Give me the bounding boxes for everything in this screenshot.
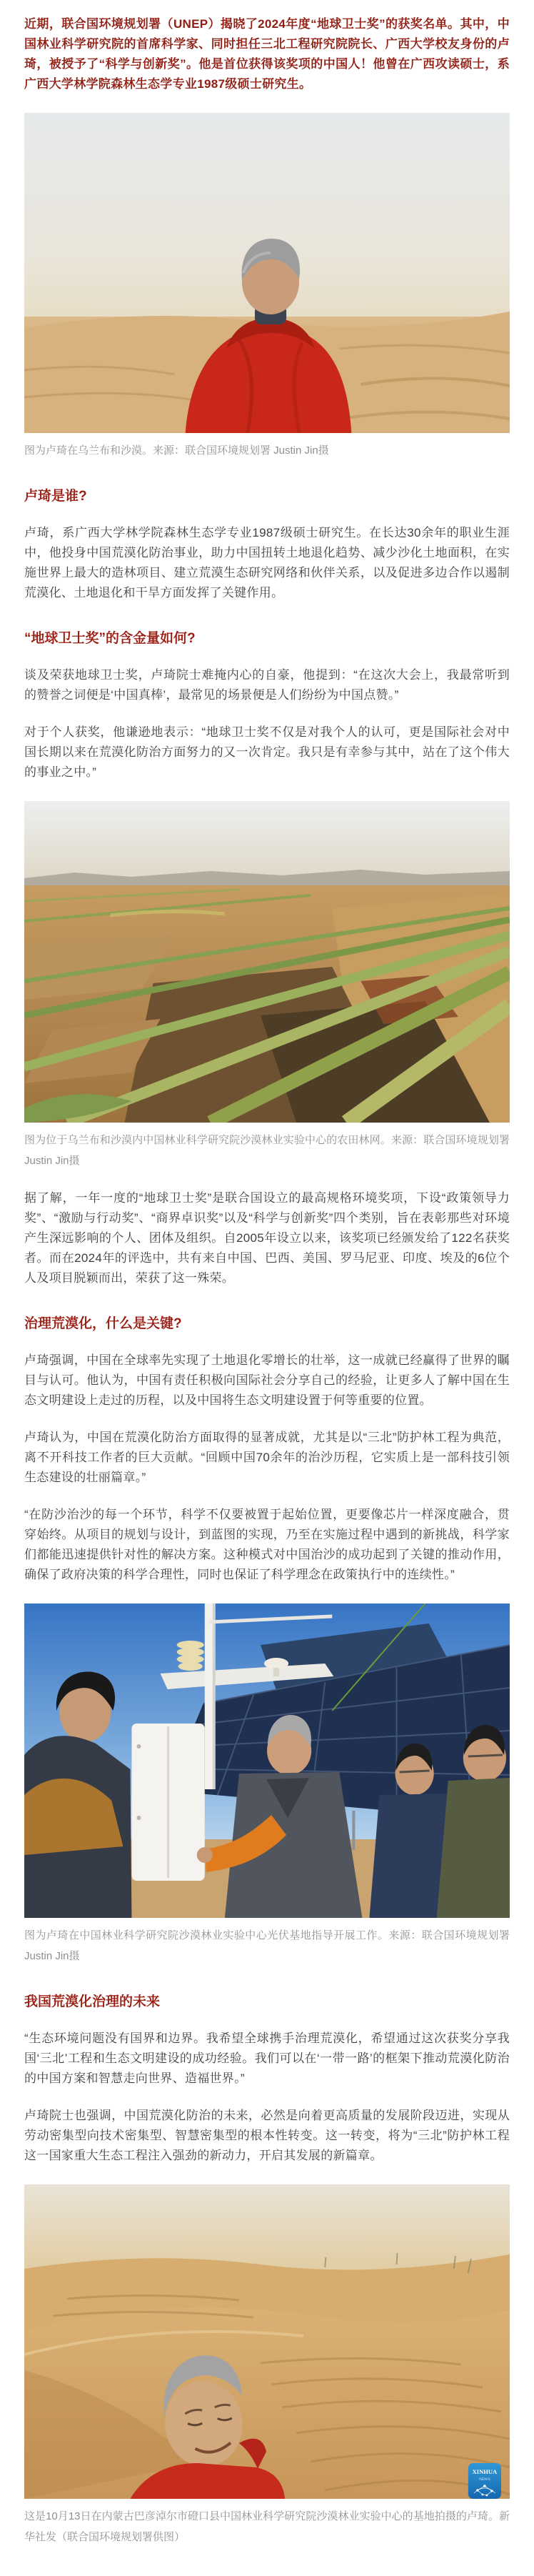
solar-base-illustration bbox=[24, 1603, 510, 1918]
xinhua-logo-subtitle: NEWS bbox=[479, 2477, 490, 2482]
xinhua-news-logo bbox=[468, 2463, 501, 2499]
photo-caption-1: 图为卢琦在乌兰布和沙漠。来源：联合国环境规划署 Justin Jin摄 bbox=[24, 444, 329, 457]
paragraph: 卢琦院士也强调，中国荒漠化防治的未来，必然是向着更高质量的发展阶段迈进，实现从劳动密集型向技术密集型、智慧密集型的根本性转变。这一转变，将为“三北”防护林工程这一国家重大生态工程注入强劲的新动力，开启其发展的新篇章。 bbox=[24, 2109, 510, 2162]
photo-caption-2: 图为位于乌兰布和沙漠内中国林业科学研究院沙漠林业实验中心的农田林网。来源：联合国环境规划署 Justin Jin摄 bbox=[24, 1134, 510, 1167]
photo-luqi-portrait-dunes-xinhua[interactable] bbox=[24, 2184, 510, 2499]
photo-farmland-shelterbelt-aerial[interactable] bbox=[24, 801, 510, 1123]
photo-photovoltaic-base-guidance[interactable] bbox=[24, 1603, 510, 1918]
photo-figure-3[interactable] bbox=[24, 1603, 510, 1966]
paragraph: 据了解，一年一度的“地球卫士奖”是联合国设立的最高规格环境奖项，下设“政策领导力奖”、“激励与行动奖”、“商界卓识奖”以及“科学与创新奖”四个类别，旨在表彰那些对环境产生深远影响的个人、团体及组织。自2005年设立以来，该奖项已经颁发给了122名获奖者。而在2024年的评选中，共有来自中国、巴西、美国、罗马尼亚、印度、埃及的6位个人及项目脱颖而出，荣获了这一殊荣。 bbox=[24, 1191, 510, 1285]
paragraph: “生态环境问题没有国界和边界。我希望全球携手治理荒漠化，希望通过这次获奖分享我国‘三北’工程和生态文明建设的成功经验。我们可以在‘一带一路’的框架下推动荒漠化防治的中国方案和智慧走向世界、造福世界。” bbox=[24, 2032, 510, 2085]
paragraph: 卢琦强调，中国在全球率先实现了土地退化零增长的壮举，这一成就已经赢得了世界的瞩目与认可。他认为，中国有责任积极向国际社会分享自己的经验，让更多人了解中国在生态文明建设上走过的历程，以及中国将生态文明建设置于何等重要的位置。 bbox=[24, 1353, 510, 1407]
xinhua-logo-title: XINHUA bbox=[472, 2468, 498, 2475]
section-heading-who-is-luqi: 卢琦是谁? bbox=[24, 489, 87, 504]
paragraph: 卢琦，系广西大学林学院森林生态学专业1987级硕士研究生。在长达30余年的职业生涯中，他投身中国荒漠化防治事业，助力中国扭转土地退化趋势、减少沙化土地面积，在实施世界上最大的造林项目、建立荒漠生态研究网络和伙伴关系，以及促进多边合作以遏制荒漠化、土地退化和干旱方面发挥了关键作用。 bbox=[24, 526, 510, 600]
section-heading-key-to-control: 治理荒漠化，什么是关键? bbox=[24, 1316, 182, 1331]
paragraph: 卢琦认为，中国在荒漠化防治方面取得的显著成就，尤其是以“三北”防护林工程为典范，离不开科技工作者的巨大贡献。“回顾中国70余年的治沙历程，它实质上是一部科技引领生态建设的壮丽篇章。” bbox=[24, 1431, 510, 1484]
section-heading-award-value: “地球卫士奖”的含金量如何? bbox=[24, 631, 196, 646]
photo-figure-1[interactable] bbox=[24, 113, 510, 461]
paragraph: 谈及荣获地球卫士奖，卢琦院士难掩内心的自豪，他提到：“在这次大会上，我最常听到的赞誉之词便是‘中国真棒’，最常见的场景便是人们纷纷为中国点赞。” bbox=[24, 668, 510, 702]
photo-caption-3: 图为卢琦在中国林业科学研究院沙漠林业实验中心光伏基地指导开展工作。来源：联合国环境规划署 Justin Jin摄 bbox=[24, 1929, 510, 1962]
desert-portrait-illustration bbox=[24, 113, 510, 433]
photo-figure-2[interactable] bbox=[24, 801, 510, 1171]
dune-portrait-illustration bbox=[24, 2184, 510, 2499]
photo-luqi-in-ulanbuh-desert[interactable] bbox=[24, 113, 510, 433]
farmland-aerial-illustration bbox=[24, 801, 510, 1123]
intro-paragraph: 近期，联合国环境规划署（UNEP）揭晓了2024年度“地球卫士奖”的获奖名单。其中，中国林业科学研究院的首席科学家、同时担任三北工程研究院院长、广西大学校友身份的卢琦，被授予了“科学与创新奖”。他是首位获得该奖项的中国人！他曾在广西攻读硕士，系广西大学林学院森林生态学专业1987级硕士研究生。 bbox=[24, 17, 510, 91]
paragraph: “在防沙治沙的每一个环节，科学不仅要被置于起始位置，更要像芯片一样深度融合，贯穿始终。从项目的规划与设计，到蓝图的实现，乃至在实施过程中遇到的新挑战，科学家们都能迅速提供针对性的解决方案。这种模式对中国治沙的成功起到了关键的推动作用，确保了政府决策的科学合理性，同时也保证了科学理念在政策执行中的连续性。” bbox=[24, 1508, 510, 1581]
photo-caption-4: 这是10月13日在内蒙古巴彦淖尔市磴口县中国林业科学研究院沙漠林业实验中心的基地拍摄的卢琦。新华社发（联合国环境规划署供图） bbox=[24, 2510, 510, 2543]
section-heading-future: 我国荒漠化治理的未来 bbox=[24, 1994, 161, 2009]
paragraph: 对于个人获奖，他谦逊地表示：“地球卫士奖不仅是对我个人的认可，更是国际社会对中国长期以来在荒漠化防治方面努力的又一次肯定。我只是有幸参与其中，站在了这个伟大的事业之中。” bbox=[24, 725, 510, 779]
photo-figure-4[interactable] bbox=[24, 2184, 510, 2547]
